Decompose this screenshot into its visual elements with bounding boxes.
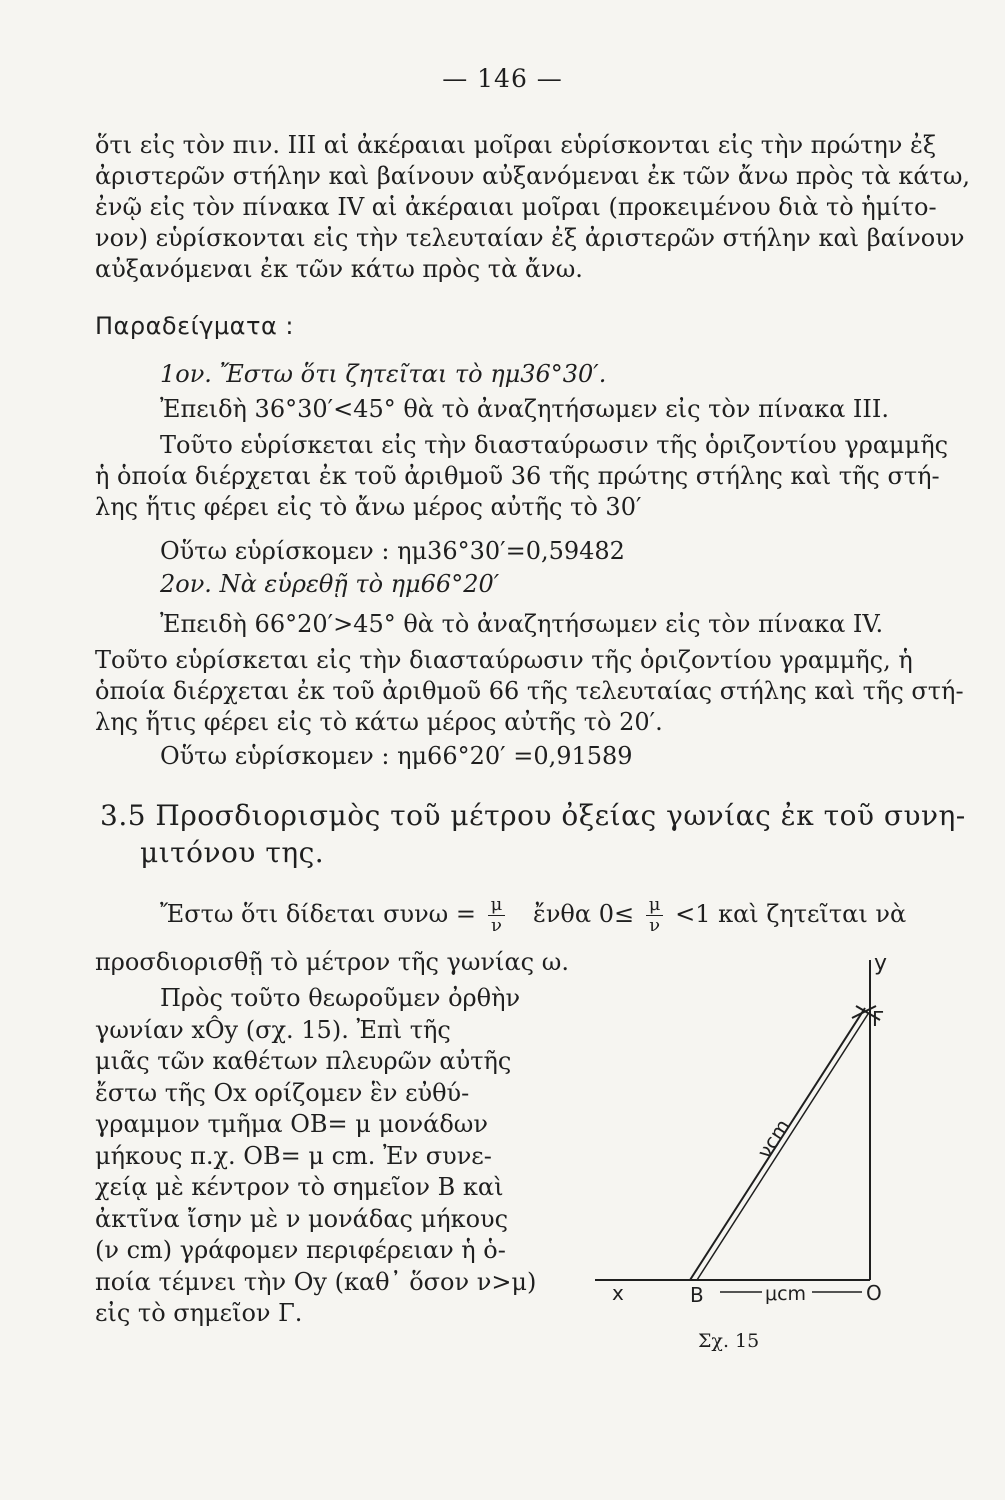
text-line: ὅτι εἰς τὸν πιν. III αἱ ἀκέραιαι μοῖραι εὑρίσκονται εἰς τὴν πρώτην ἐξ [95, 131, 937, 159]
text-line: γραμμον τμῆμα OB= μ μονάδων [95, 1110, 488, 1138]
fraction-mu-over-nu-2 [646, 895, 664, 936]
text-line: (ν cm) γράφομεν περιφέρειαν ἡ ὁ- [95, 1236, 506, 1264]
text-line: αὐξανόμεναι ἐκ τῶν κάτω πρὸς τὰ ἄνω. [95, 255, 583, 283]
text-line: ποία τέμνει τὴν Oy (καθ᾽ ὅσον ν>μ) [95, 1267, 537, 1296]
text-line: εἰς τὸ σημεῖον Γ. [95, 1299, 303, 1327]
example2-result: Οὕτω εὑρίσκομεν : ημ66°20′ =0,91589 [160, 742, 633, 770]
text-line: Πρὸς τοῦτο θεωροῦμεν ὀρθὴν [160, 984, 521, 1012]
text-line: Τοῦτο εὑρίσκεται εἰς τὴν διασταύρωσιν τῆς ὁριζοντίου γραμμῆς [160, 431, 949, 459]
given-prefix: Ἔστω ὅτι δίδεται συνω = [160, 900, 476, 928]
label-mu-cm: μcm [765, 1283, 807, 1305]
text-line: νον) εὑρίσκονται εἰς τὴν τελευταίαν ἐξ ἀριστερῶν στήλην καὶ βαίνουν [95, 224, 965, 252]
example1-result: Οὕτω εὑρίσκομεν : ημ36°30′=0,59482 [160, 537, 625, 565]
label-y: y [874, 951, 888, 976]
given-suffix: <1 καὶ ζητεῖται νὰ [675, 900, 907, 928]
fraction-numerator: μ [488, 895, 506, 916]
segment-b-gamma-2 [697, 1014, 868, 1280]
label-gamma: Γ [872, 1007, 884, 1031]
fraction-denominator: ν [649, 915, 661, 936]
fraction-numerator: μ [646, 895, 664, 916]
text-line: ἀριστερῶν στήλην καὶ βαίνουν αὐξανόμεναι ἐκ τῶν ἄνω πρὸς τὰ κάτω, [95, 162, 971, 190]
given-middle: ἔνθα 0≤ [532, 900, 635, 928]
page-number: — 146 — [442, 64, 563, 93]
example1-paragraph [95, 430, 949, 523]
fraction-denominator: ν [490, 915, 502, 936]
text-line: ἐνῷ εἰς τὸν πίνακα IV αἱ ἀκέραιαι μοῖραι (προκειμένου διὰ τὸ ἡμίτο- [95, 193, 937, 221]
given-line2: προσδιορισθῇ τὸ μέτρον τῆς γωνίας ω. [95, 948, 569, 976]
paragraph-table-usage [95, 130, 971, 285]
text-line: λης ἥτις φέρει εἰς τὸ κάτω μέρος αὐτῆς τὸ 20′. [95, 708, 663, 736]
given-statement [160, 895, 906, 936]
text-line: ἡ ὁποία διέρχεται ἐκ τοῦ ἀριθμοῦ 36 τῆς πρώτης στήλης καὶ τῆς στή- [95, 462, 940, 490]
text-line: ἀκτῖνα ἴσην μὲ ν μονάδας μήκους [95, 1204, 509, 1233]
text-line: γωνίαν xÔy (σχ. 15). Ἐπὶ τῆς [95, 1015, 451, 1044]
section-title-line: 3.5 Προσδιορισμὸς τοῦ μέτρου ὀξείας γωνίας ἐκ τοῦ συνη- [100, 799, 966, 832]
figure-caption: Σχ. 15 [698, 1330, 760, 1352]
text-line: μήκους π.χ. OB= μ cm. Ἐν συνε- [95, 1141, 492, 1170]
text-line: λης ἥτις φέρει εἰς τὸ ἄνω μέρος αὐτῆς τὸ 30′ [95, 493, 642, 521]
text-line: Τοῦτο εὑρίσκεται εἰς τὴν διασταύρωσιν τῆς ὁριζοντίου γραμμῆς, ἡ [95, 646, 913, 674]
example2-heading: 2ον. Νὰ εὑρεθῇ τὸ ημ66°20′ [160, 570, 500, 598]
figure-15 [590, 940, 920, 1320]
label-nu-cm: νcm [752, 1114, 795, 1163]
example2-paragraph [95, 645, 964, 738]
label-o: O [866, 1281, 882, 1305]
section-title-line: μιτόνου της. [140, 836, 325, 869]
example1-line1: Ἐπειδὴ 36°30′<45° θὰ τὸ ἀναζητήσωμεν εἰς τὸν πίνακα III. [160, 395, 889, 423]
examples-label: Παραδείγματα : [95, 312, 294, 340]
section-title [100, 797, 966, 871]
fraction-mu-over-nu [488, 895, 506, 936]
text-line: ὁποία διέρχεται ἐκ τοῦ ἀριθμοῦ 66 τῆς τελευταίας στήλης καὶ τῆς στή- [95, 677, 964, 705]
label-b: B [690, 1283, 704, 1307]
text-line: ἔστω τῆς Ox ορίζομεν ἓν εὐθύ- [95, 1078, 470, 1107]
example1-heading: 1ον. Ἔστω ὅτι ζητεῖται τὸ ημ36°30′. [160, 360, 607, 388]
label-x: x [612, 1281, 624, 1305]
example2-line1: Ἐπειδὴ 66°20′>45° θὰ τὸ ἀναζητήσωμεν εἰς τὸν πίνακα IV. [160, 610, 884, 638]
text-line: μιᾶς τῶν καθέτων πλευρῶν αὐτῆς [95, 1047, 512, 1075]
text-line: χείᾳ μὲ κέντρον τὸ σημεῖον B καὶ [95, 1173, 504, 1201]
construction-paragraph [95, 983, 537, 1330]
